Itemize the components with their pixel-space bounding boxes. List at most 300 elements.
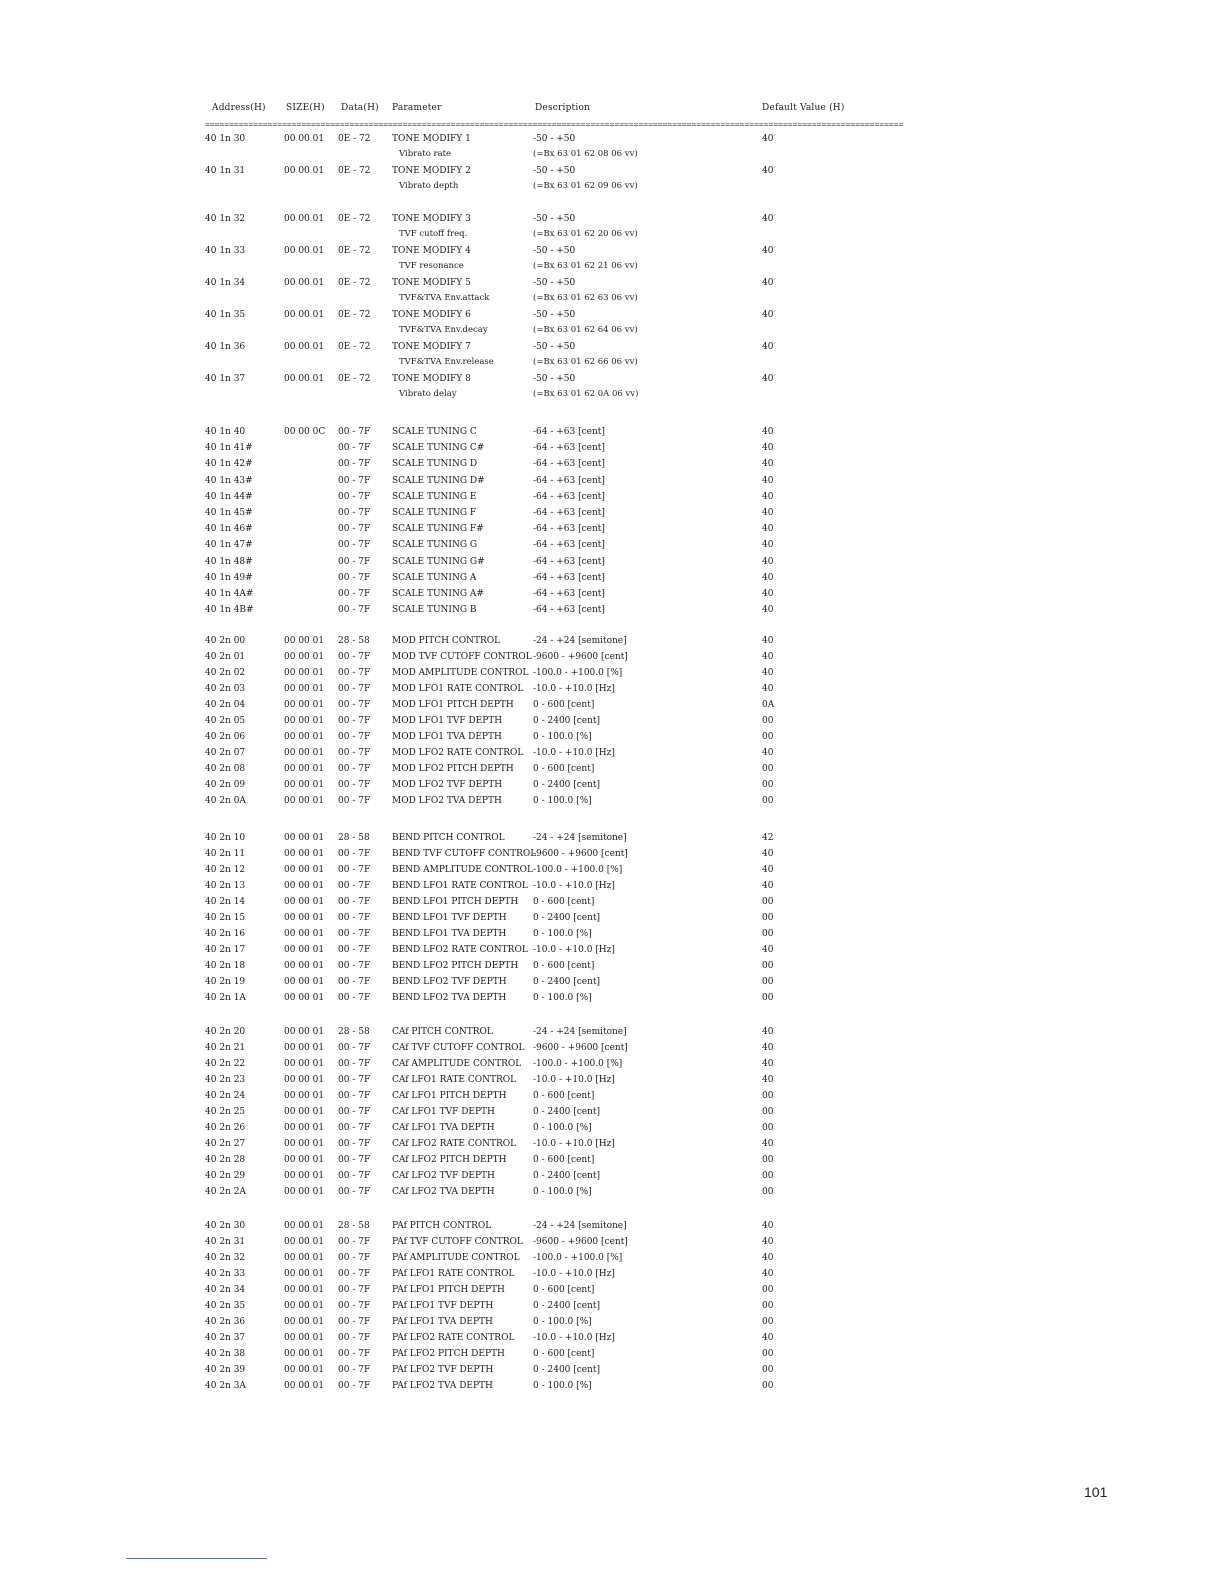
cell-parameter: TONE MODIFY 8	[392, 374, 471, 384]
cell-default: 00	[762, 913, 774, 923]
cell-default: 40	[762, 849, 774, 859]
cell-data: 00 - 7F	[338, 945, 371, 955]
cell-data: 00 - 7F	[338, 491, 371, 502]
cell-sub-description: (=Bx 63 01 62 08 06 vv)	[533, 149, 638, 159]
cell-address: 40 2n 31	[205, 1237, 246, 1247]
cell-description: -64 - +63 [cent]	[533, 491, 605, 502]
table-row	[0, 848, 1224, 861]
cell-description: -50 - +50	[533, 342, 576, 352]
cell-default: 40	[762, 668, 774, 678]
cell-description: -50 - +50	[533, 374, 576, 384]
cell-parameter: TONE MODIFY 5	[392, 278, 471, 288]
cell-size: 00 00 01	[284, 1237, 325, 1247]
cell-address: 40 1n 33	[205, 246, 246, 256]
cell-sub-description: (=Bx 63 01 62 64 06 vv)	[533, 325, 638, 335]
cell-parameter: SCALE TUNING C	[392, 427, 477, 437]
cell-address: 40 2n 1A	[205, 993, 246, 1003]
cell-address: 40 2n 07	[205, 748, 246, 758]
cell-description: -10.0 - +10.0 [Hz]	[533, 1075, 615, 1085]
cell-address: 40 1n 47#	[205, 540, 253, 551]
cell-default: 00	[762, 1123, 774, 1133]
cell-parameter: CAf LFO1 TVA DEPTH	[392, 1123, 495, 1133]
cell-default: 00	[762, 764, 774, 774]
cell-size: 00 00 01	[284, 1139, 325, 1149]
cell-parameter: MOD TVF CUTOFF CONTROL	[392, 652, 532, 662]
cell-parameter: PAf TVF CUTOFF CONTROL	[392, 1237, 523, 1247]
cell-data: 00 - 7F	[338, 475, 371, 486]
table-row	[0, 715, 1224, 728]
cell-data: 00 - 7F	[338, 1155, 371, 1165]
cell-description: 0 - 100.0 [%]	[533, 1187, 592, 1197]
cell-address: 40 1n 42#	[205, 459, 253, 470]
table-row	[0, 133, 1224, 159]
cell-description: 0 - 2400 [cent]	[533, 716, 601, 726]
table-row	[0, 491, 1224, 504]
cell-description: 0 - 600 [cent]	[533, 700, 595, 710]
cell-parameter: CAf LFO2 RATE CONTROL	[392, 1139, 517, 1149]
cell-address: 40 2n 19	[205, 977, 246, 987]
cell-address: 40 1n 36	[205, 342, 246, 352]
cell-data: 0E - 72	[338, 374, 371, 384]
cell-sub-parameter: Vibrato rate	[399, 149, 452, 159]
cell-default: 00	[762, 1349, 774, 1359]
cell-default: 40	[762, 1253, 774, 1263]
cell-description: -64 - +63 [cent]	[533, 540, 605, 551]
cell-default: 40	[762, 684, 774, 694]
cell-size: 00 00 01	[284, 652, 325, 662]
table-row	[0, 588, 1224, 601]
cell-address: 40 2n 21	[205, 1043, 246, 1053]
table-row	[0, 165, 1224, 191]
cell-size: 00 00 01	[284, 977, 325, 987]
cell-data: 00 - 7F	[338, 993, 371, 1003]
cell-default: 40	[762, 1043, 774, 1053]
cell-parameter: CAf LFO1 RATE CONTROL	[392, 1075, 517, 1085]
header-address: Address(H)	[212, 103, 266, 113]
cell-description: 0 - 600 [cent]	[533, 1091, 595, 1101]
cell-sub-parameter: TVF&TVA Env.decay	[399, 325, 488, 335]
cell-data: 00 - 7F	[338, 1139, 371, 1149]
cell-parameter: BEND AMPLITUDE CONTROL	[392, 865, 533, 875]
cell-sub-description: (=Bx 63 01 62 63 06 vv)	[533, 293, 638, 303]
cell-description: -64 - +63 [cent]	[533, 572, 605, 583]
cell-size: 00 00 01	[284, 134, 325, 144]
cell-default: 40	[762, 589, 774, 599]
cell-data: 00 - 7F	[338, 700, 371, 710]
cell-size: 00 00 01	[284, 897, 325, 907]
cell-address: 40 2n 22	[205, 1059, 246, 1069]
cell-data: 00 - 7F	[338, 961, 371, 971]
cell-address: 40 2n 33	[205, 1269, 246, 1279]
cell-default: 40	[762, 865, 774, 875]
cell-default: 42	[762, 833, 774, 843]
cell-size: 00 00 01	[284, 1365, 325, 1375]
cell-address: 40 2n 15	[205, 913, 246, 923]
cell-description: 0 - 2400 [cent]	[533, 780, 601, 790]
table-row	[0, 475, 1224, 488]
cell-parameter: PAf LFO1 TVA DEPTH	[392, 1317, 493, 1327]
cell-default: 40	[762, 459, 774, 470]
cell-description: -64 - +63 [cent]	[533, 475, 605, 486]
table-row	[0, 458, 1224, 471]
cell-size: 00 00 01	[284, 214, 325, 224]
table-row	[0, 245, 1224, 271]
cell-description: 0 - 600 [cent]	[533, 1285, 595, 1295]
cell-address: 40 2n 09	[205, 780, 246, 790]
cell-description: -100.0 - +100.0 [%]	[533, 865, 623, 875]
cell-address: 40 2n 29	[205, 1171, 246, 1181]
cell-description: 0 - 2400 [cent]	[533, 913, 601, 923]
cell-data: 00 - 7F	[338, 1043, 371, 1053]
cell-description: -50 - +50	[533, 166, 576, 176]
cell-address: 40 2n 26	[205, 1123, 246, 1133]
cell-size: 00 00 01	[284, 780, 325, 790]
cell-description: 0 - 600 [cent]	[533, 1349, 595, 1359]
cell-address: 40 1n 46#	[205, 524, 253, 535]
cell-address: 40 2n 32	[205, 1253, 246, 1263]
cell-default: 40	[762, 134, 774, 144]
cell-address: 40 2n 12	[205, 865, 246, 875]
cell-parameter: TONE MODIFY 1	[392, 134, 471, 144]
cell-parameter: MOD LFO1 RATE CONTROL	[392, 684, 524, 694]
cell-size: 00 00 01	[284, 929, 325, 939]
cell-default: 00	[762, 961, 774, 971]
cell-parameter: SCALE TUNING C#	[392, 443, 485, 454]
cell-default: 00	[762, 1107, 774, 1117]
cell-address: 40 1n 4A#	[205, 589, 254, 599]
cell-parameter: MOD LFO2 RATE CONTROL	[392, 748, 524, 758]
cell-address: 40 2n 27	[205, 1139, 246, 1149]
cell-parameter: SCALE TUNING E	[392, 491, 477, 502]
cell-size: 00 00 01	[284, 1221, 325, 1231]
cell-parameter: BEND LFO2 TVF DEPTH	[392, 977, 507, 987]
cell-parameter: SCALE TUNING D	[392, 459, 478, 470]
cell-data: 00 - 7F	[338, 556, 371, 567]
table-row	[0, 1300, 1224, 1313]
table-row	[0, 1138, 1224, 1151]
table-row	[0, 928, 1224, 941]
cell-address: 40 1n 30	[205, 134, 246, 144]
cell-address: 40 2n 0A	[205, 796, 246, 806]
cell-default: 00	[762, 1381, 774, 1391]
cell-parameter: PAf LFO2 RATE CONTROL	[392, 1333, 515, 1343]
cell-size: 00 00 01	[284, 1155, 325, 1165]
cell-default: 40	[762, 556, 774, 567]
cell-size: 00 00 01	[284, 374, 325, 384]
cell-parameter: CAf LFO2 TVF DEPTH	[392, 1171, 495, 1181]
cell-parameter: TONE MODIFY 7	[392, 342, 471, 352]
cell-size: 00 00 01	[284, 748, 325, 758]
cell-size: 00 00 01	[284, 961, 325, 971]
cell-data: 00 - 7F	[338, 605, 371, 616]
cell-description: -9600 - +9600 [cent]	[533, 652, 628, 662]
table-row	[0, 1364, 1224, 1377]
table-row	[0, 556, 1224, 569]
cell-default: 40	[762, 475, 774, 486]
cell-default: 00	[762, 732, 774, 742]
cell-default: 40	[762, 748, 774, 758]
cell-description: -50 - +50	[533, 278, 576, 288]
cell-default: 00	[762, 1091, 774, 1101]
cell-size: 00 00 01	[284, 1027, 325, 1037]
cell-address: 40 1n 40	[205, 427, 246, 437]
table-row	[0, 1106, 1224, 1119]
table-row	[0, 1170, 1224, 1183]
cell-parameter: SCALE TUNING A#	[392, 589, 484, 599]
cell-default: 40	[762, 540, 774, 551]
cell-address: 40 2n 04	[205, 700, 246, 710]
cell-address: 40 2n 02	[205, 668, 246, 678]
cell-parameter: CAf TVF CUTOFF CONTROL	[392, 1043, 525, 1053]
cell-description: -64 - +63 [cent]	[533, 508, 605, 518]
cell-default: 00	[762, 1171, 774, 1181]
cell-data: 00 - 7F	[338, 684, 371, 694]
cell-parameter: CAf LFO2 TVA DEPTH	[392, 1187, 495, 1197]
cell-parameter: BEND LFO2 TVA DEPTH	[392, 993, 507, 1003]
cell-description: 0 - 2400 [cent]	[533, 1171, 601, 1181]
table-row	[0, 1284, 1224, 1297]
cell-sub-description: (=Bx 63 01 62 66 06 vv)	[533, 357, 638, 367]
cell-address: 40 2n 06	[205, 732, 246, 742]
cell-data: 00 - 7F	[338, 508, 371, 518]
cell-sub-description: (=Bx 63 01 62 20 06 vv)	[533, 229, 638, 239]
cell-default: 00	[762, 1285, 774, 1295]
cell-sub-parameter: TVF&TVA Env.attack	[399, 293, 490, 303]
cell-data: 00 - 7F	[338, 1285, 371, 1295]
cell-address: 40 1n 31	[205, 166, 246, 176]
cell-description: -100.0 - +100.0 [%]	[533, 1253, 623, 1263]
cell-default: 00	[762, 993, 774, 1003]
cell-parameter: SCALE TUNING A	[392, 572, 477, 583]
cell-description: 0 - 600 [cent]	[533, 764, 595, 774]
cell-data: 00 - 7F	[338, 1333, 371, 1343]
header-default: Default Value (H)	[762, 103, 845, 113]
cell-data: 0E - 72	[338, 278, 371, 288]
table-row	[0, 683, 1224, 696]
cell-default: 00	[762, 1155, 774, 1165]
cell-size: 00 00 01	[284, 700, 325, 710]
cell-address: 40 1n 34	[205, 278, 246, 288]
cell-size: 00 00 01	[284, 684, 325, 694]
cell-address: 40 1n 35	[205, 310, 246, 320]
cell-data: 0E - 72	[338, 166, 371, 176]
cell-address: 40 2n 18	[205, 961, 246, 971]
header-parameter: Parameter	[392, 103, 442, 113]
cell-description: -9600 - +9600 [cent]	[533, 1237, 628, 1247]
table-row	[0, 309, 1224, 335]
cell-default: 40	[762, 605, 774, 616]
table-row	[0, 1074, 1224, 1087]
cell-address: 40 2n 37	[205, 1333, 246, 1343]
table-row	[0, 1058, 1224, 1071]
cell-default: 00	[762, 977, 774, 987]
table-row	[0, 373, 1224, 399]
cell-default: 40	[762, 652, 774, 662]
cell-default: 00	[762, 929, 774, 939]
cell-default: 00	[762, 716, 774, 726]
cell-address: 40 2n 05	[205, 716, 246, 726]
cell-parameter: SCALE TUNING G#	[392, 556, 485, 567]
cell-description: -10.0 - +10.0 [Hz]	[533, 684, 615, 694]
cell-size: 00 00 01	[284, 1381, 325, 1391]
cell-data: 00 - 7F	[338, 977, 371, 987]
table-row	[0, 779, 1224, 792]
cell-data: 00 - 7F	[338, 1349, 371, 1359]
cell-data: 00 - 7F	[338, 796, 371, 806]
cell-description: -64 - +63 [cent]	[533, 556, 605, 567]
cell-default: 00	[762, 1187, 774, 1197]
cell-parameter: SCALE TUNING F	[392, 508, 477, 518]
cell-description: 0 - 100.0 [%]	[533, 993, 592, 1003]
table-row	[0, 864, 1224, 877]
cell-data: 28 - 58	[338, 1027, 370, 1037]
cell-size: 00 00 01	[284, 1187, 325, 1197]
table-row	[0, 426, 1224, 439]
cell-data: 00 - 7F	[338, 1253, 371, 1263]
table-row	[0, 992, 1224, 1005]
table-row	[0, 1268, 1224, 1281]
cell-data: 28 - 58	[338, 636, 370, 646]
cell-address: 40 2n 20	[205, 1027, 246, 1037]
cell-description: 0 - 100.0 [%]	[533, 732, 592, 742]
cell-description: 0 - 2400 [cent]	[533, 1107, 601, 1117]
cell-sub-description: (=Bx 63 01 62 09 06 vv)	[533, 181, 638, 191]
cell-data: 00 - 7F	[338, 427, 371, 437]
cell-size: 00 00 01	[284, 849, 325, 859]
cell-description: 0 - 600 [cent]	[533, 961, 595, 971]
cell-data: 00 - 7F	[338, 443, 371, 454]
cell-parameter: CAf LFO1 TVF DEPTH	[392, 1107, 495, 1117]
cell-description: -50 - +50	[533, 134, 576, 144]
cell-address: 40 2n 03	[205, 684, 246, 694]
cell-parameter: CAf LFO2 PITCH DEPTH	[392, 1155, 507, 1165]
table-row	[0, 896, 1224, 909]
cell-size: 00 00 01	[284, 833, 325, 843]
cell-description: -64 - +63 [cent]	[533, 443, 605, 454]
cell-address: 40 2n 38	[205, 1349, 246, 1359]
cell-size: 00 00 01	[284, 796, 325, 806]
cell-data: 0E - 72	[338, 246, 371, 256]
cell-default: 40	[762, 427, 774, 437]
cell-address: 40 2n 16	[205, 929, 246, 939]
cell-data: 0E - 72	[338, 214, 371, 224]
cell-description: -50 - +50	[533, 246, 576, 256]
cell-size: 00 00 01	[284, 881, 325, 891]
table-row	[0, 1252, 1224, 1265]
cell-default: 40	[762, 278, 774, 288]
cell-description: 0 - 100.0 [%]	[533, 796, 592, 806]
table-row	[0, 442, 1224, 455]
cell-address: 40 2n 2A	[205, 1187, 246, 1197]
cell-data: 00 - 7F	[338, 572, 371, 583]
cell-size: 00 00 01	[284, 636, 325, 646]
cell-parameter: TONE MODIFY 6	[392, 310, 471, 320]
cell-sub-parameter: Vibrato delay	[399, 389, 457, 399]
cell-parameter: MOD LFO1 TVF DEPTH	[392, 716, 503, 726]
cell-size: 00 00 01	[284, 1349, 325, 1359]
cell-description: -64 - +63 [cent]	[533, 427, 605, 437]
cell-parameter: MOD PITCH CONTROL	[392, 636, 501, 646]
cell-size: 00 00 01	[284, 1317, 325, 1327]
cell-size: 00 00 01	[284, 716, 325, 726]
table-row	[0, 1154, 1224, 1167]
cell-size: 00 00 01	[284, 865, 325, 875]
cell-address: 40 1n 43#	[205, 475, 253, 486]
cell-size: 00 00 01	[284, 913, 325, 923]
table-row	[0, 795, 1224, 808]
cell-parameter: MOD LFO2 TVF DEPTH	[392, 780, 503, 790]
cell-description: -100.0 - +100.0 [%]	[533, 668, 623, 678]
cell-description: -10.0 - +10.0 [Hz]	[533, 945, 615, 955]
cell-description: 0 - 2400 [cent]	[533, 1365, 601, 1375]
cell-sub-description: (=Bx 63 01 62 0A 06 vv)	[533, 389, 639, 399]
table-row	[0, 1090, 1224, 1103]
cell-size: 00 00 01	[284, 1171, 325, 1181]
cell-data: 00 - 7F	[338, 1091, 371, 1101]
cell-data: 00 - 7F	[338, 748, 371, 758]
cell-size: 00 00 01	[284, 1285, 325, 1295]
cell-address: 40 1n 49#	[205, 572, 253, 583]
cell-description: 0 - 600 [cent]	[533, 897, 595, 907]
cell-default: 40	[762, 1075, 774, 1085]
cell-parameter: PAf LFO1 RATE CONTROL	[392, 1269, 515, 1279]
cell-description: -100.0 - +100.0 [%]	[533, 1059, 623, 1069]
cell-parameter: MOD LFO1 TVA DEPTH	[392, 732, 502, 742]
cell-data: 00 - 7F	[338, 780, 371, 790]
cell-data: 00 - 7F	[338, 1107, 371, 1117]
table-row	[0, 832, 1224, 845]
cell-default: 40	[762, 1221, 774, 1231]
cell-description: -50 - +50	[533, 214, 576, 224]
table-row	[0, 507, 1224, 520]
cell-parameter: MOD LFO1 PITCH DEPTH	[392, 700, 514, 710]
cell-default: 40	[762, 1059, 774, 1069]
cell-description: 0 - 100.0 [%]	[533, 929, 592, 939]
cell-address: 40 2n 23	[205, 1075, 246, 1085]
cell-parameter: BEND LFO1 PITCH DEPTH	[392, 897, 519, 907]
cell-parameter: MOD LFO2 PITCH DEPTH	[392, 764, 514, 774]
cell-default: 40	[762, 636, 774, 646]
table-row	[0, 213, 1224, 239]
cell-description: -10.0 - +10.0 [Hz]	[533, 1139, 615, 1149]
cell-data: 00 - 7F	[338, 1381, 371, 1391]
table-row	[0, 1042, 1224, 1055]
cell-size: 00 00 01	[284, 1253, 325, 1263]
cell-parameter: BEND TVF CUTOFF CONTROL	[392, 849, 537, 859]
table-row	[0, 341, 1224, 367]
table-row	[0, 1316, 1224, 1329]
cell-description: 0 - 100.0 [%]	[533, 1317, 592, 1327]
cell-default: 00	[762, 897, 774, 907]
cell-parameter: PAf AMPLITUDE CONTROL	[392, 1253, 520, 1263]
cell-data: 00 - 7F	[338, 764, 371, 774]
cell-size: 00 00 01	[284, 1123, 325, 1133]
cell-data: 00 - 7F	[338, 929, 371, 939]
table-row	[0, 1186, 1224, 1199]
cell-address: 40 2n 17	[205, 945, 246, 955]
table-row	[0, 1026, 1224, 1039]
cell-sub-description: (=Bx 63 01 62 21 06 vv)	[533, 261, 638, 271]
table-row	[0, 1236, 1224, 1249]
cell-size: 00 00 01	[284, 278, 325, 288]
cell-size: 00 00 01	[284, 1107, 325, 1117]
cell-address: 40 2n 39	[205, 1365, 246, 1375]
cell-address: 40 2n 11	[205, 849, 246, 859]
header-size: SIZE(H)	[286, 103, 325, 113]
table-row	[0, 763, 1224, 776]
cell-size: 00 00 01	[284, 1043, 325, 1053]
cell-parameter: PAf LFO2 TVF DEPTH	[392, 1365, 494, 1375]
